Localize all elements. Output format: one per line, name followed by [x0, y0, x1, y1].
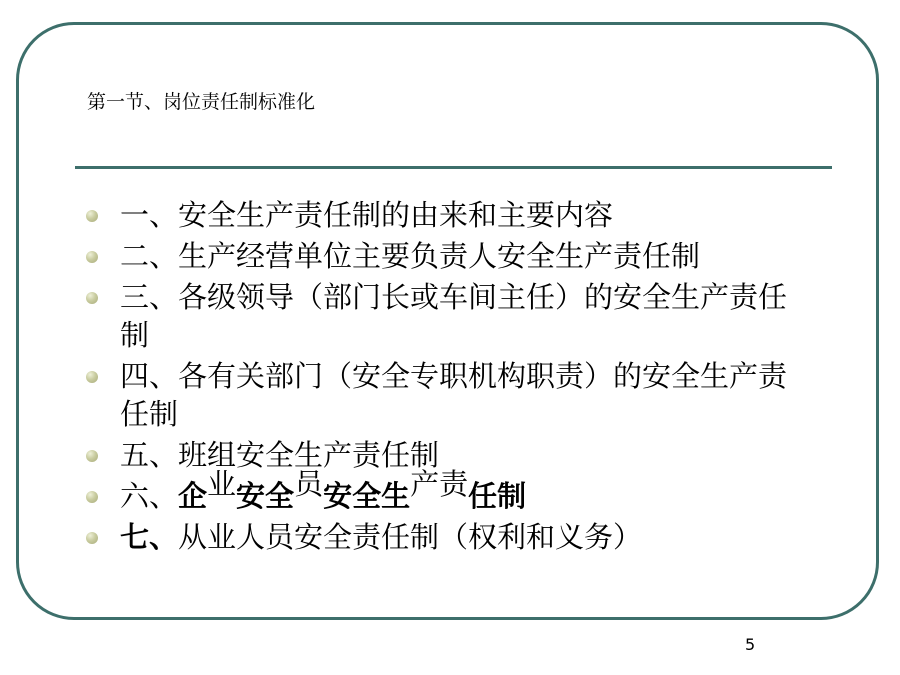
page-number: 5 [745, 635, 756, 654]
bullet-list [84, 196, 804, 559]
list-item [84, 278, 804, 354]
list-item [84, 518, 804, 556]
list-item [84, 357, 804, 433]
bullet-text-part: 员 [294, 467, 324, 501]
list-item [84, 196, 804, 234]
bullet-text-part: 产责 [410, 467, 469, 501]
bullet-icon [86, 491, 98, 503]
bullet-text: 二、生产经营单位主要负责人安全生产责任制 [120, 239, 701, 273]
bullet-text: 五、班组安全生产责任制 [120, 438, 440, 472]
bullet-text: 三、各级领导（部门长或车间主任）的安全生产责任制 [120, 280, 788, 352]
bullet-icon [86, 450, 98, 462]
bullet-icon [86, 371, 98, 383]
bullet-text-part: 安全生 [323, 479, 411, 513]
bullet-text-part: 从业人员安全责任制（权利和义务） [178, 520, 643, 554]
bullet-text: 四、各有关部门（安全专职机构职责）的安全生产责任制 [120, 359, 788, 431]
bullet-text-part: 业 [207, 467, 237, 501]
bullet-text-part: 安全 [236, 479, 295, 513]
bullet-text-part: 七、 [120, 520, 179, 554]
bullet-text-part: 任制 [468, 479, 527, 513]
list-item [84, 237, 804, 275]
slide-title: 第一节、岗位责任制标准化 [87, 91, 316, 113]
bullet-icon [86, 292, 98, 304]
title-divider [75, 166, 832, 169]
bullet-icon [86, 210, 98, 222]
list-item [84, 467, 804, 515]
bullet-icon [86, 532, 98, 544]
bullet-text-part: 企 [178, 479, 208, 513]
bullet-icon [86, 251, 98, 263]
bullet-text: 一、安全生产责任制的由来和主要内容 [120, 198, 614, 232]
bullet-text-part: 六、 [120, 479, 179, 513]
